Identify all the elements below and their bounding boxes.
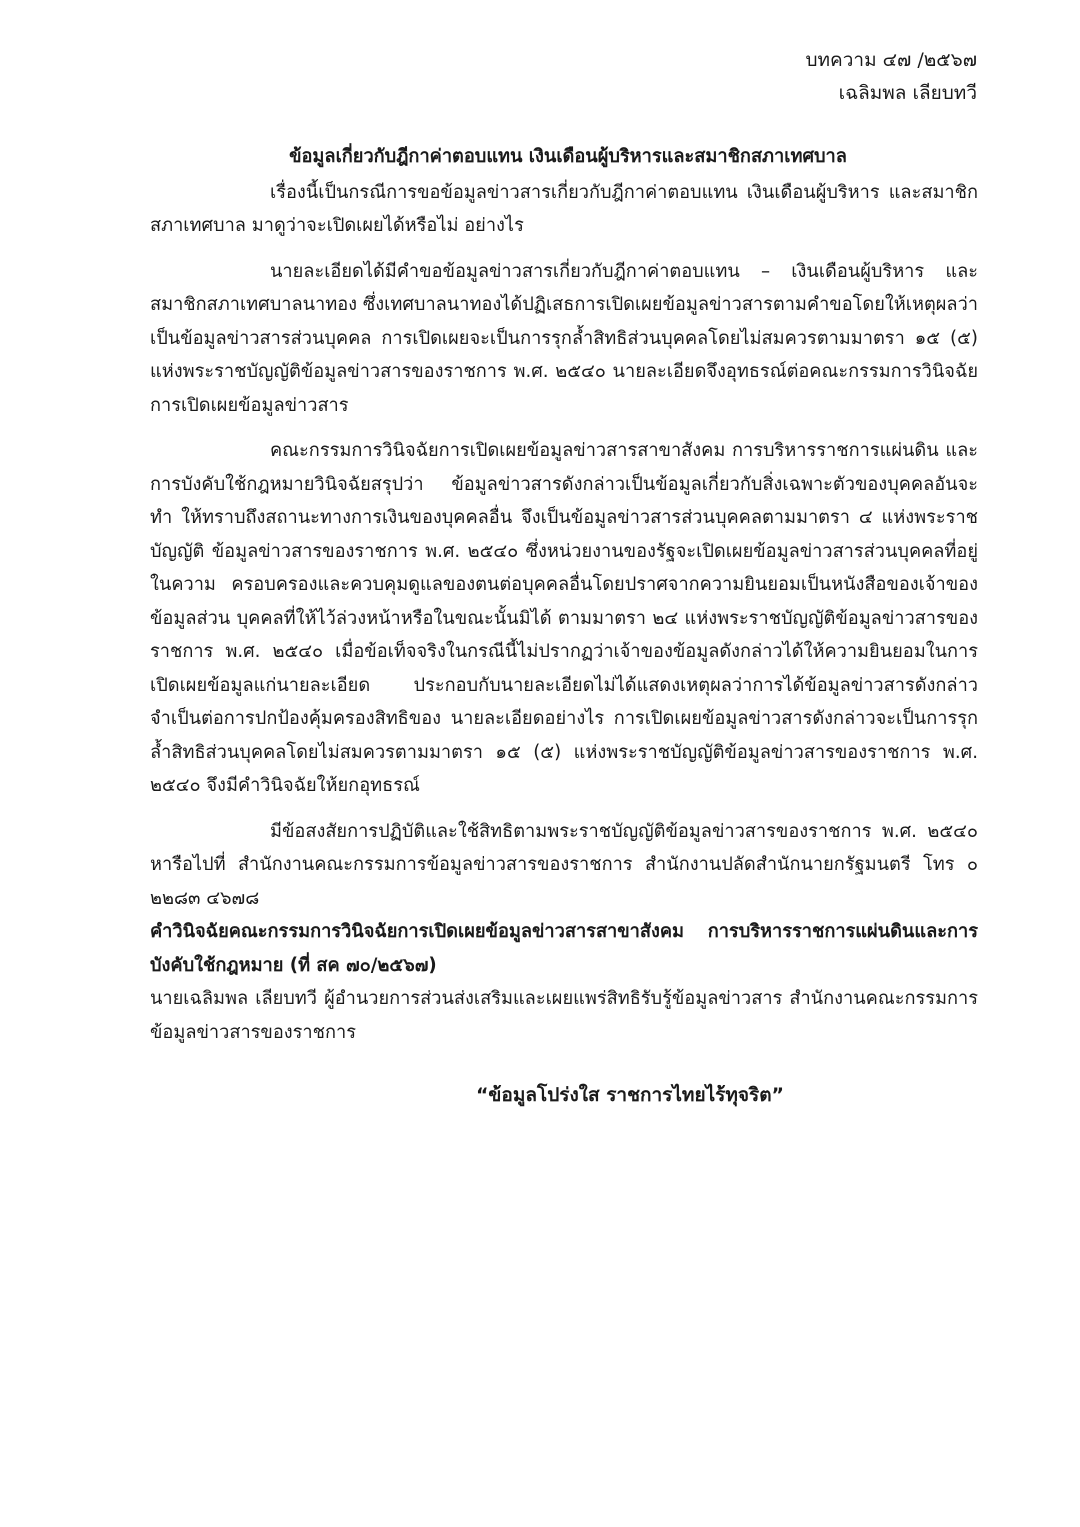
- document-header: [805, 44, 977, 110]
- header-author: เฉลิมพล เลียบทวี: [838, 82, 977, 104]
- decision-reference: คำวินิจฉัยคณะกรรมการวินิจฉัยการเปิดเผยข้อมูลข่าวสารสาขาสังคม การบริหารราชการแผ่นดินและการ บังคับใช้กฎหมาย (ที่ สค ๗๐/๒๕๖๗): [150, 921, 978, 976]
- paragraph-contact: มีข้อสงสัยการปฏิบัติและใช้สิทธิตามพระราชบัญญัติข้อมูลข่าวสารของราชการ พ.ศ. ๒๕๔๐ หารือไปที่ สำนักงานคณะกรรมการข้อมูลข่าวสารของราชการ สำนักงานปลัดสำนักนายกรัฐมนตรี โทร ๐ ๒๒๘๓ ๔๖๗๘: [150, 820, 978, 909]
- author-line: นายเฉลิมพล เลียบทวี ผู้อำนวยการส่วนส่งเสริมและเผยแพร่สิทธิรับรู้ข้อมูลข่าวสาร สำนักงานคณะกรรมการ ข้อมูลข่าวสารของราชการ: [150, 988, 978, 1043]
- article-number: บทความ ๔๗ /๒๕๖๗: [805, 49, 977, 71]
- slogan: “ข้อมูลโปร่งใส ราชการไทยไร้ทุจริต”: [475, 1084, 785, 1106]
- paragraph-request: นายละเอียดได้มีคำขอข้อมูลข่าวสารเกี่ยวกับฎีกาค่าตอบแทน – เงินเดือนผู้บริหาร และสมาชิกสภาเทศบาลนาทอง ซึ่งเทศบาลนาทองได้ปฏิเสธการเปิดเผยข้อมูลข่าวสารตามคำขอโดยให้เหตุผลว่า เป็นข้อมูลข่าวสารส่วนบุคคล การเปิดเผยจะเป็นการรุกล้ำสิทธิส่วนบุคคลโดยไม่สมควรตามมาตรา ๑๕ (๕) แห่งพระราชบัญญัติข้อมูลข่าวสารของราชการ พ.ศ. ๒๕๔๐ นายละเอียดจึงอุทธรณ์ต่อคณะกรรมการวินิจฉัย การเปิดเผยข้อมูลข่าวสาร: [150, 260, 978, 416]
- document-title: ข้อมูลเกี่ยวกับฎีกาค่าตอบแทน เงินเดือนผู้บริหารและสมาชิกสภาเทศบาล: [289, 146, 847, 167]
- paragraph-decision: คณะกรรมการวินิจฉัยการเปิดเผยข้อมูลข่าวสารสาขาสังคม การบริหารราชการแผ่นดิน และการบังคับใช้กฎหมายวินิจฉัยสรุปว่า ข้อมูลข่าวสารดังกล่าวเป็นข้อมูลเกี่ยวกับสิ่งเฉพาะตัวของบุคคลอันจะทำ ให้ทราบถึงสถานะทางการเงินของบุคคลอื่น จึงเป็นข้อมูลข่าวสารส่วนบุคคลตามมาตรา ๔ แห่งพระราชบัญญัติ ข้อมูลข่าวสารของราชการ พ.ศ. ๒๕๔๐ ซึ่งหน่วยงานของรัฐจะเปิดเผยข้อมูลข่าวสารส่วนบุคคลที่อยู่ในความ ครอบครองและควบคุมดูแลของตนต่อบุคคลอื่นโดยปราศจากความยินยอมเป็นหนังสือของเจ้าของข้อมูลส่วน บุคคลที่ให้ไว้ล่วงหน้าหรือในขณะนั้นมิได้ ตามมาตรา ๒๔ แห่งพระราชบัญญัติข้อมูลข่าวสารของราชการ พ.ศ. ๒๕๔๐ เมื่อข้อเท็จจริงในกรณีนี้ไม่ปรากฏว่าเจ้าของข้อมูลดังกล่าวได้ให้ความยินยอมในการเปิดเผยข้อมูลแก่นายละเอียด ประกอบกับนายละเอียดไม่ได้แสดงเหตุผลว่าการได้ข้อมูลข่าวสารดังกล่าวจำเป็นต่อการปกป้องคุ้มครองสิทธิของ นายละเอียดอย่างไร การเปิดเผยข้อมูลข่าวสารดังกล่าวจะเป็นการรุกล้ำสิทธิส่วนบุคคลโดยไม่สมควรตามมาตรา ๑๕ (๕) แห่งพระราชบัญญัติข้อมูลข่าวสารของราชการ พ.ศ. ๒๕๔๐ จึงมีคำวินิจฉัยให้ยกอุทธรณ์: [150, 440, 978, 796]
- document-body: [150, 140, 978, 1049]
- paragraph-intro: เรื่องนี้เป็นกรณีการขอข้อมูลข่าวสารเกี่ยวกับฎีกาค่าตอบแทน เงินเดือนผู้บริหาร และสมาชิกสภาเทศบาล มาดูว่าจะเปิดเผยได้หรือไม่ อย่างไร: [150, 181, 978, 236]
